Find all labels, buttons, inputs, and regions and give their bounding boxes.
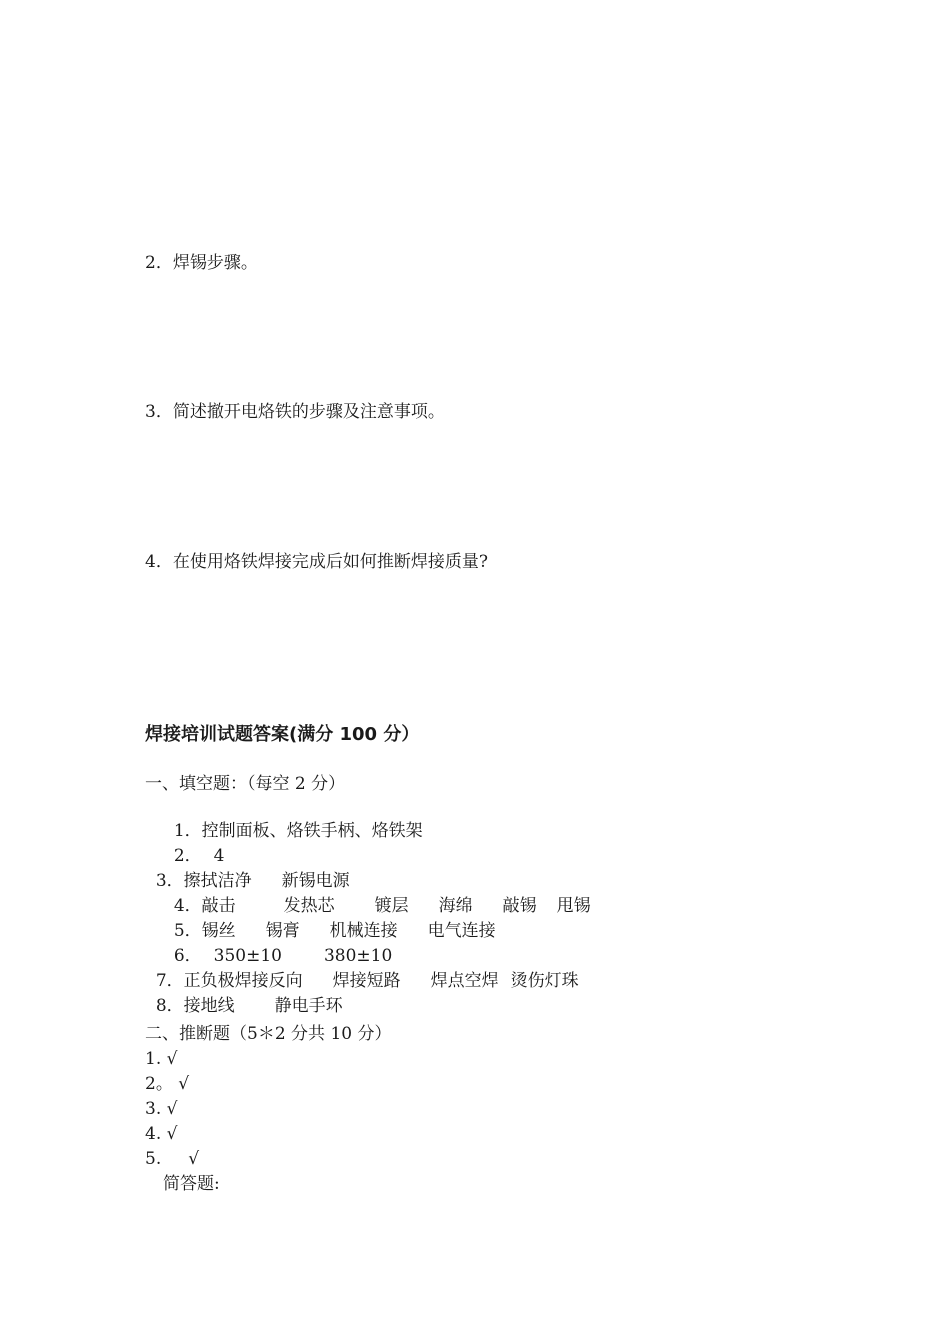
- fill-item-text: 锡膏: [265, 921, 300, 941]
- fill-item-text: 焊接短路: [332, 971, 401, 991]
- fill-item-text: 380±10: [323, 946, 393, 966]
- fill-item-text: 1．控制面板、烙铁手柄、烙铁架: [173, 821, 423, 841]
- fill-item-text: 3．擦拭洁净: [155, 871, 252, 891]
- judge-item-5: 5. √: [145, 1149, 200, 1169]
- fill-item-8: [145, 973, 343, 1017]
- answer-title: 焊接培训试题答案(满分 100 分）: [145, 724, 420, 745]
- section2-heading: 二、推断题（5＊2 分共 10 分）: [145, 1024, 392, 1044]
- fill-item-text: 4．敲击: [173, 896, 236, 916]
- fill-item-text: 4: [213, 846, 225, 866]
- fill-item-text: 甩锡: [556, 896, 591, 916]
- fill-item-text: 7．正负极焊接反向: [155, 971, 303, 991]
- fill-item-text: 敲锡: [502, 896, 537, 916]
- fill-item-text: 8．接地线: [155, 996, 235, 1016]
- fill-item-text: 新锡电源: [281, 871, 350, 891]
- fill-item-text: 烫伤灯珠: [510, 971, 579, 991]
- fill-item-text: 2．: [173, 846, 202, 866]
- fill-item-text: 电气连接: [427, 921, 496, 941]
- section1-heading: 一、填空题：（每空 2 分）: [145, 774, 346, 794]
- judge-item-3: 3. √: [145, 1099, 178, 1119]
- judge-item-4: 4. √: [145, 1124, 178, 1144]
- fill-item-text: 海绵: [438, 896, 473, 916]
- fill-item-text: 6．: [173, 946, 202, 966]
- fill-item-text: 5．锡丝: [173, 921, 236, 941]
- question-4: 4．在使用烙铁焊接完成后如何推断焊接质量?: [145, 552, 488, 572]
- fill-item-text: 发热芯: [283, 896, 335, 916]
- fill-item-text: 镀层: [374, 896, 409, 916]
- section3-heading: 简答题:: [163, 1174, 220, 1194]
- fill-item-text: 静电手环: [274, 996, 343, 1016]
- fill-item-text: 350±10: [213, 946, 282, 966]
- fill-item-text: 焊点空焊: [430, 971, 499, 991]
- judge-item-1: 1. √: [145, 1049, 178, 1069]
- fill-item-text: 机械连接: [329, 921, 398, 941]
- question-3: 3．简述撤开电烙铁的步骤及注意事项。: [145, 402, 445, 422]
- question-2: 2．焊锡步骤。: [145, 253, 258, 273]
- judge-item-2: 2。 √: [145, 1074, 190, 1094]
